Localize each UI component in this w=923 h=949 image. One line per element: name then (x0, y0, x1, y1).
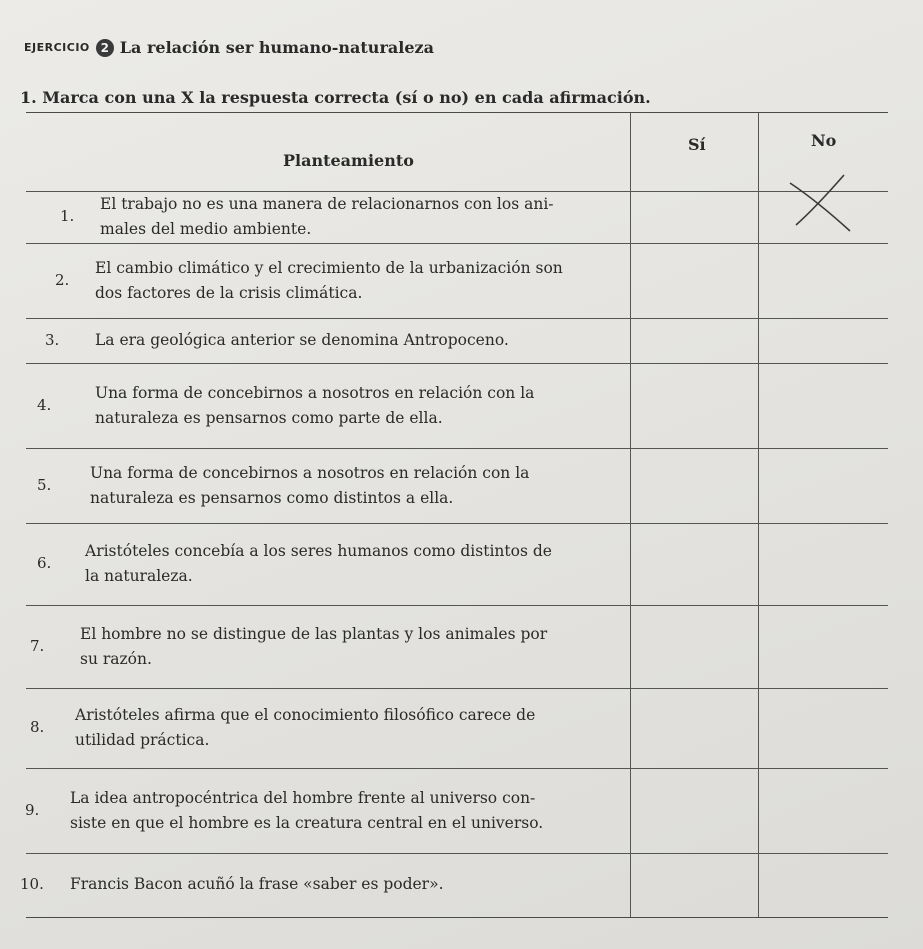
answer-cell-yes[interactable] (632, 853, 756, 917)
answer-cell-no[interactable] (760, 853, 886, 917)
answer-cell-no[interactable] (760, 243, 886, 318)
statement-line-1: Aristóteles concebía a los seres humanos como distintos de (85, 542, 552, 560)
statement-line-1: El hombre no se distingue de las plantas y los animales por (80, 624, 548, 643)
answer-table (20, 112, 888, 918)
statement-text (90, 461, 624, 511)
statement-line-1: Una forma de concebirnos a nosotros en relación con la (95, 383, 535, 402)
statement-text (75, 703, 624, 753)
statement-line-2: dos factores de la crisis climática. (95, 283, 363, 302)
statement-line-1: Francis Bacon acuñó la frase «saber es poder». (70, 875, 444, 893)
statement-line-2: su razón. (80, 649, 152, 668)
header-yes: Sí (688, 135, 706, 154)
row-number: 2. (55, 270, 70, 289)
answer-cell-yes[interactable] (632, 605, 756, 688)
instruction-text: 1. Marca con una X la respuesta correcta (sí o no) en cada afirmación. (20, 88, 651, 107)
answer-cell-no[interactable] (760, 448, 886, 523)
row-number: 4. (37, 395, 52, 414)
answer-cell-no[interactable] (760, 318, 886, 363)
row-divider (26, 243, 888, 244)
statement-line-1: La era geológica anterior se denomina Antropoceno. (95, 330, 509, 349)
statement-line-1: El cambio climático y el crecimiento de la urbanización son (95, 258, 563, 277)
statement-line-2: naturaleza es pensarnos como distintos a ella. (90, 488, 454, 507)
column-divider-yes (630, 113, 631, 917)
header-no: No (811, 131, 837, 150)
exercise-title: La relación ser humano-naturaleza (119, 38, 434, 57)
answer-cell-no[interactable] (760, 523, 886, 605)
answer-cell-yes[interactable] (632, 243, 756, 318)
row-divider (26, 853, 888, 854)
statement-line-2: siste en que el hombre es la creatura central en el universo. (70, 813, 544, 832)
column-divider-no (758, 113, 759, 917)
statement-line-2: utilidad práctica. (75, 731, 210, 749)
statement-line-2: naturaleza es pensarnos como parte de ella. (95, 408, 443, 427)
statement-text (80, 622, 624, 672)
statement-text (95, 381, 624, 431)
statement-line-1: Aristóteles afirma que el conocimiento filosófico carece de (75, 706, 536, 724)
statement-line-1: El trabajo no es una manera de relacionarnos con los ani- (100, 195, 554, 213)
row-divider (26, 688, 888, 689)
row-number: 1. (60, 207, 75, 225)
answer-cell-yes[interactable] (632, 688, 756, 768)
answer-cell-yes[interactable] (632, 523, 756, 605)
row-divider (26, 363, 888, 364)
row-number: 6. (37, 554, 52, 572)
exercise-label: EJERCICIO (24, 41, 90, 54)
row-divider (26, 605, 888, 606)
answer-cell-yes[interactable] (632, 318, 756, 363)
statement-line-2: la naturaleza. (85, 567, 193, 585)
answer-cell-no[interactable] (760, 191, 886, 243)
row-divider (26, 523, 888, 524)
statement-text (95, 256, 624, 306)
answer-cell-no[interactable] (760, 605, 886, 688)
statement-line-2: males del medio ambiente. (100, 220, 312, 238)
statement-text (85, 539, 624, 589)
row-number: 7. (30, 636, 45, 655)
answer-cell-yes[interactable] (632, 448, 756, 523)
answer-cell-yes[interactable] (632, 363, 756, 448)
answer-cell-yes[interactable] (632, 191, 756, 243)
exercise-header (24, 38, 434, 57)
exercise-number-badge: 2 (96, 39, 114, 57)
row-number: 3. (45, 330, 60, 349)
statement-text (70, 872, 624, 897)
answer-cell-yes[interactable] (632, 768, 756, 853)
row-divider (26, 448, 888, 449)
row-divider (26, 768, 888, 769)
row-number: 10. (20, 875, 44, 893)
statement-text (70, 786, 624, 836)
answer-cell-no[interactable] (760, 768, 886, 853)
statement-line-1: La idea antropocéntrica del hombre frente al universo con- (70, 788, 536, 807)
statement-text (100, 192, 624, 242)
answer-cell-no[interactable] (760, 688, 886, 768)
statement-line-1: Una forma de concebirnos a nosotros en relación con la (90, 463, 530, 482)
row-number: 8. (30, 718, 45, 736)
row-number: 5. (37, 475, 52, 494)
answer-cell-no[interactable] (760, 363, 886, 448)
row-divider (26, 318, 888, 319)
header-statement: Planteamiento (283, 151, 414, 170)
row-number: 9. (25, 800, 40, 819)
statement-text (95, 328, 624, 353)
